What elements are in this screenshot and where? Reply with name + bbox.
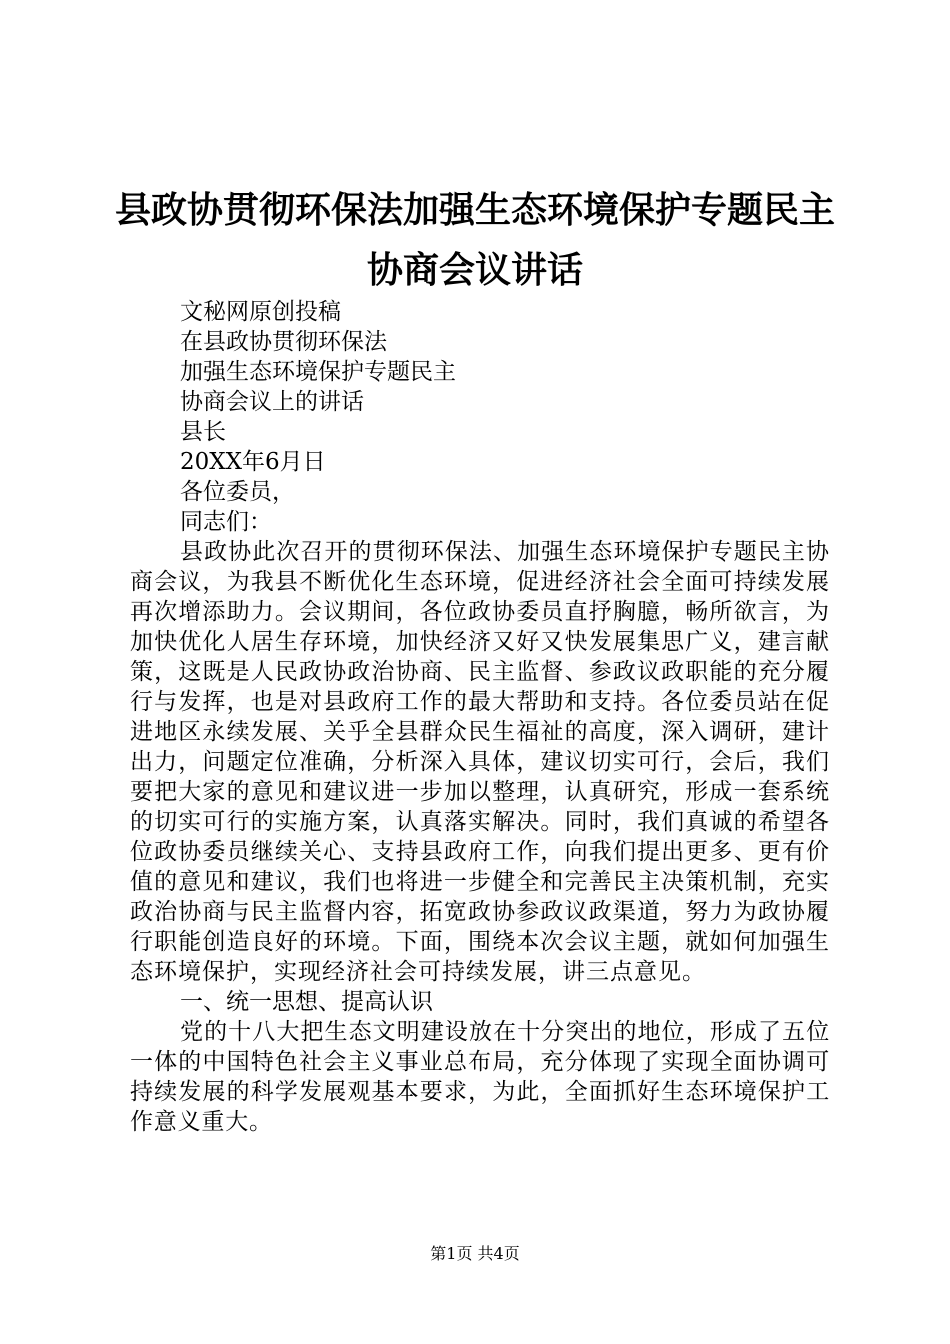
document-title-line-1: 县政协贯彻环保法加强生态环境保护专题民主	[114, 189, 835, 231]
paragraph-opening: 县政协此次召开的贯彻环保法、加强生态环境保护专题民主协商会议，为我县不断优化生态环境，促进经济社会全面可持续发展再次增添助力。会议期间，各位政协委员直抒胸臆，畅所欲言，为加快优化人居生存环境，加快经济又好又快发展集思广义，建言献策，这既是人民政协政治协商、民主监督、参政议政职能的充分履行与发挥，也是对县政府工作的最大帮助和支持。各位委员站在促进地区永续发展、关乎全县群众民生福祉的高度，深入调研，建计出力，问题定位准确，分析深入具体，建议切实可行，会后，我们要把大家的意见和建议进一步加以整理，认真研究，形成一套系统的切实可行的实施方案，认真落实解决。同时，我们真诚的希望各位政协委员继续关心、支持县政府工作，向我们提出更多、更有价值的意见和建议，我们也将进一步健全和完善民主决策机制，充实政治协商与民主监督内容，拓宽政协参政议政渠道，努力为政协履行职能创造良好的环境。下面，围绕本次会议主题，就如何加强生态环境保护，实现经济社会可持续发展，讲三点意见。	[130, 539, 830, 985]
document-title-line-2: 协商会议讲话	[366, 249, 583, 291]
header-line-speech: 协商会议上的讲话	[180, 389, 364, 415]
header-line-date: 20XX年6月日	[180, 449, 326, 475]
salutation-members: 各位委员，	[180, 479, 295, 505]
paragraph-section-1: 党的十八大把生态文明建设放在十分突出的地位，形成了五位一体的中国特色社会主义事业总布局，充分体现了实现全面协调可持续发展的科学发展观基本要求，为此，全面抓好生态环境保护工作意义重大。	[130, 1019, 830, 1135]
header-line-occasion: 在县政协贯彻环保法	[180, 329, 387, 355]
header-line-speaker: 县长	[180, 419, 226, 445]
document-body	[130, 297, 830, 1137]
header-line-source: 文秘网原创投稿	[180, 299, 341, 325]
section-heading-1: 一、统一思想、提高认识	[180, 989, 433, 1015]
salutation-comrades: 同志们：	[180, 509, 272, 535]
page-footer: 第1页 共4页	[430, 1244, 520, 1263]
header-line-topic: 加强生态环境保护专题民主	[180, 359, 456, 385]
